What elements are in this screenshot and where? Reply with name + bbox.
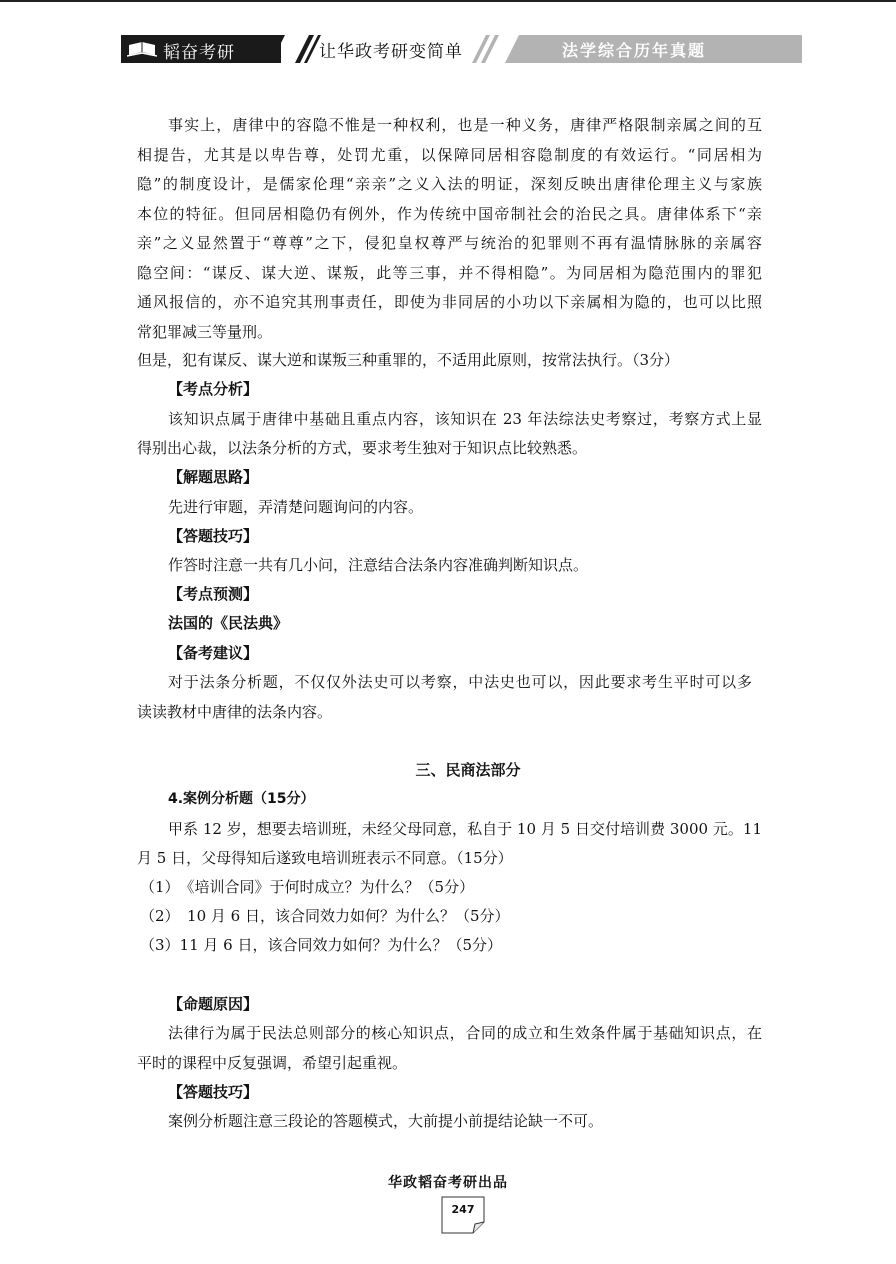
paragraph-line: 隐”的制度设计，是儒家伦理“亲亲”之义入法的明证，深刻反映出唐律伦理主义与家族 (137, 175, 762, 193)
paragraph-line: 事实上，唐律中的容隐不惟是一种权利，也是一种义务，唐律严格限制亲属之间的互 (168, 116, 762, 134)
header-slogan: 让华政考研变简单 (319, 42, 463, 62)
section-heading: 【备考建议】 (168, 644, 259, 662)
sub-question: （1） 《培训合同》于何时成立？为什么？（5分） (140, 878, 475, 896)
section-heading: 【解题思路】 (168, 468, 259, 486)
section-heading: 【命题原因】 (168, 995, 259, 1013)
section-heading: 【考点分析】 (168, 380, 259, 398)
page-number: 247 (451, 1203, 475, 1216)
section-heading: 【答题技巧】 (168, 1083, 259, 1101)
prediction-text: 法国的《民法典》 (168, 614, 289, 632)
question-text: 月 5 日，父母得知后遂致电培训班表示不同意。（15分） (137, 849, 513, 867)
part-title: 三、民商法部分 (415, 761, 521, 779)
publisher-footer: 华政韬奋考研出品 (388, 1175, 508, 1191)
top-rule (0, 0, 896, 2)
paragraph-line: 但是，犯有谋反、谋大逆和谋叛三种重罪的，不适用此原则，按常法执行。（3分） (137, 351, 680, 369)
book-icon (127, 39, 157, 59)
paragraph-line: 常犯罪减三等量刑。 (137, 323, 273, 341)
question-title: 4.案例分析题（15分） (168, 791, 315, 807)
question-text: 甲系 12 岁，想要去培训班，未经父母同意，私自于 10 月 5 日交付培训费 3000 元。11 (168, 820, 762, 838)
paragraph-line: 得别出心裁，以法条分析的方式，要求考生独对于知识点比较熟悉。 (137, 439, 588, 457)
paragraph-line: 亲”之义显然置于“尊尊”之下，侵犯皇权尊严与统治的犯罪则不再有温情脉脉的亲属容 (137, 234, 762, 252)
paragraph-line: 隐空间：“谋反、谋大逆、谋叛，此等三事，并不得相隐”。为同居相为隐范围内的罪犯 (137, 264, 762, 282)
paragraph-line: 通风报信的，亦不追究其刑事责任，即使为非同居的小功以下亲属相为隐的，也可以比照 (137, 293, 762, 311)
paragraph-line: 相提告，尤其是以卑告尊，处罚尤重，以保障同居相容隐制度的有效运行。“同居相为 (137, 146, 762, 164)
section-heading: 【考点预测】 (168, 585, 259, 603)
sub-question: （3）11 月 6 日，该合同效力如何？为什么？（5分） (140, 936, 503, 954)
paragraph-line: 对于法条分析题，不仅仅外法史可以考察，中法史也可以，因此要求考生平时可以多 (168, 673, 752, 691)
section-heading: 【答题技巧】 (168, 527, 259, 545)
header-tag: 法学综合历年真题 (562, 41, 707, 60)
slash-decoration (466, 35, 506, 63)
slash-decoration (281, 35, 321, 63)
paragraph-line: 法律行为属于民法总则部分的核心知识点，合同的成立和生效条件属于基础知识点，在 (168, 1024, 762, 1042)
paragraph-line: 作答时注意一共有几小问，注意结合法条内容准确判断知识点。 (168, 556, 589, 574)
paragraph-line: 平时的课程中反复强调，希望引起重视。 (137, 1054, 408, 1072)
paragraph-line: 先进行审题，弄清楚问题询问的内容。 (168, 498, 424, 516)
page-header (121, 35, 802, 63)
paragraph-line: 本位的特征。但同居相隐仍有例外，作为传统中国帝制社会的治民之具。唐律体系下“亲 (137, 205, 762, 223)
paragraph-line: 该知识点属于唐律中基础且重点内容，该知识在 23 年法综法史考察过，考察方式上显 (168, 410, 762, 428)
logo-text: 韬奋考研 (163, 43, 235, 63)
sub-question: （2） 10 月 6 日，该合同效力如何？为什么？（5分） (140, 907, 510, 925)
paragraph-line: 案例分析题注意三段论的答题模式，大前提小前提结论缺一不可。 (168, 1112, 604, 1130)
paragraph-line: 读读教材中唐律的法条内容。 (137, 703, 333, 721)
